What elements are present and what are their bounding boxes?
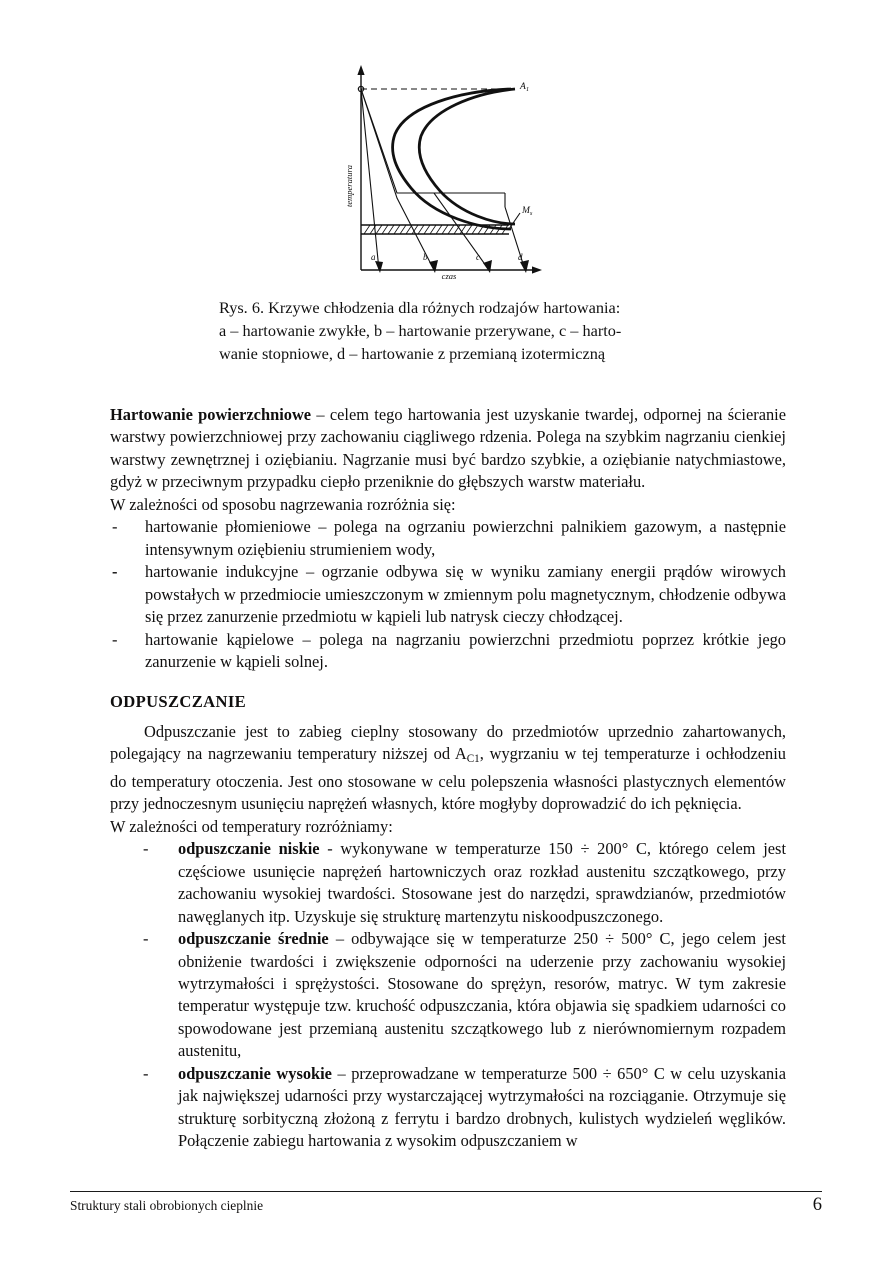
list-tempering-types [110, 838, 786, 1152]
y-axis-arrow [357, 65, 364, 75]
list-item-text: hartowanie indukcyjne – ogrzanie odbywa się w wyniku zamiany energii prądów wirowych powstałych w przedmiocie umieszczonym w zmiennym polu magnetycznym, chłodzenie odbywa się przez zanurzenie przedmiotu w kąpieli lub natrysk cieczy chłodzącej. [145, 562, 786, 627]
figure-cooling-curves [0, 58, 893, 285]
list-item-body [178, 1063, 786, 1153]
list-item-body [178, 928, 786, 1063]
caption-line-1: Rys. 6. Krzywe chłodzenia dla różnych rodzajów hartowania: [219, 298, 621, 317]
section-heading-tempering: ODPUSZCZANIE [110, 692, 247, 712]
arrow-b [429, 260, 438, 273]
list-bullet: - [112, 629, 118, 649]
label-curve-a: a [371, 252, 376, 262]
ttt-start-curve [393, 89, 511, 229]
list-item-body [178, 838, 786, 928]
list-item [143, 928, 786, 1063]
cooling-curves-diagram [339, 58, 554, 280]
paragraph-tempering [110, 721, 786, 816]
page-footer [70, 1196, 822, 1215]
list-bullet: - [112, 562, 118, 582]
list-item [110, 561, 786, 628]
list-bullet: - [112, 517, 118, 537]
body-text [110, 404, 786, 1153]
x-axis-arrow [532, 266, 542, 273]
list-bullet: - [143, 839, 149, 859]
y-axis-label: temperatura [344, 164, 354, 208]
intro-heating-methods: W zależności od sposobu nagrzewania rozróżnia się: [110, 494, 456, 514]
list-item [143, 1063, 786, 1153]
caption-line-3: wanie stopniowe, d – hartowanie z przemianą izotermiczną [219, 344, 606, 364]
footer-title: Struktury stali obrobionych cieplnie [70, 1198, 264, 1213]
list-item [110, 516, 786, 561]
term-low-tempering: odpuszczanie niskie [178, 839, 320, 859]
label-a1: $A_1$ [520, 82, 530, 93]
paragraph-tempering-part2: , wygrzaniu w tej temperaturze i ochłodzeniu do temperatury otoczenia. Jest ono stosowane w celu polepszenia własności plastycznych elementów przy jednoczesnym usunięciu naprężeń własnych, które mogłyby doprowadzić do ich pęknięcia. [110, 744, 786, 814]
list-item-text: – odbywające się w temperaturze 250 ÷ 500° C, jego celem jest obniżenie twardości i zwiększenie odporności na uderzenie przy zachowaniu wysokiej wytrzymałości i sprężystości. Stosowane do sprężyn, resorów, matryc. W tym zakresie temperatur występuje tzw. kruchość odpuszczania, która objawia się spadkiem udarności co spowodowane jest przemianą austenitu szczątkowego lub z nierównomiernym rozpadem austenitu, [178, 929, 786, 1061]
list-item-text: hartowanie płomieniowe – polega na ogrzaniu powierzchni palnikiem gazowym, a następnie intensywnym oziębieniu strumieniem wody, [145, 517, 786, 559]
term-high-tempering: odpuszczanie wysokie [178, 1063, 332, 1083]
subscript-ac1: C1 [466, 753, 480, 766]
cooling-curve-c [361, 89, 489, 270]
list-item [143, 838, 786, 928]
label-ms: $M_s$ [522, 206, 533, 217]
paragraph-surface-hardening [110, 404, 786, 494]
figure-caption [219, 296, 689, 366]
term-medium-tempering: odpuszczanie średnie [178, 929, 329, 949]
ttt-finish-curve [419, 89, 515, 224]
arrow-c [483, 260, 492, 273]
term-surface-hardening: Hartowanie powierzchniowe [110, 405, 312, 424]
ms-leader [509, 213, 520, 229]
list-bullet: - [143, 1063, 149, 1083]
list-item-text: – przeprowadzane w temperaturze 500 ÷ 650° C w celu uzyskania jak największej udarności przy wystarczającej wytrzymałości na rozciąganie. Otrzymuje się strukturę sorbityczną złożoną z ferrytu i bardzo drobnych, kulistych wydzieleń węglików. Połączenie zabiegu hartowania z wysokim odpuszczaniem w [178, 1063, 786, 1151]
list-heating-methods [110, 516, 786, 673]
list-bullet: - [143, 929, 149, 949]
label-curve-b: b [423, 252, 428, 262]
list-item-text: - wykonywane w temperaturze 150 ÷ 200° C, którego celem jest częściowe usunięcie naprężeń hartowniczych oraz rozkład austenitu szczątkowego, przy zachowaniu wysokiej twardości. Stosowane jest do narzędzi, sprawdzianów, przedmiotów nawęglanych itp. Uzyskuje się strukturę martenzytu niskoodpuszczonego. [178, 839, 786, 926]
list-item-text: hartowanie kąpielowe – polega na nagrzaniu powierzchni przedmiotu poprzez krótkie jego zanurzenie w kąpieli solnej. [145, 629, 786, 671]
label-curve-d: d [518, 252, 523, 262]
paragraph-surface-hardening-text: – celem tego hartowania jest uzyskanie twardej, odpornej na ścieranie warstwy powierzchniowej przy zachowaniu ciągliwego rdzenia. Polega na szybkim nagrzaniu cienkiej warstwy zewnętrznej i oziębianiu. Nagrzanie musi być bardzo szybkie, a oziębianie natychmiastowe, gdyż w przeciwnym przypadku ciepło przeniknie do głębszych warstw materiału. [110, 405, 787, 492]
footer-divider [70, 1191, 822, 1192]
paragraph-tempering-part1: Odpuszczanie jest to zabieg cieplny stosowany do przedmiotów uprzednio zahartowanych, polegający na nagrzewaniu temperatury niższej od A [110, 721, 786, 764]
caption-line-2: a – hartowanie zwykłe, b – hartowanie przerywane, c – harto- [219, 321, 622, 341]
arrow-a [375, 261, 383, 273]
x-axis-label: czas [441, 271, 457, 280]
label-curve-c: c [476, 252, 480, 262]
list-item [110, 629, 786, 674]
page-number: 6 [812, 1195, 822, 1215]
cooling-curve-b [361, 89, 434, 270]
intro-tempering-types: W zależności od temperatury rozróżniamy: [110, 816, 393, 836]
